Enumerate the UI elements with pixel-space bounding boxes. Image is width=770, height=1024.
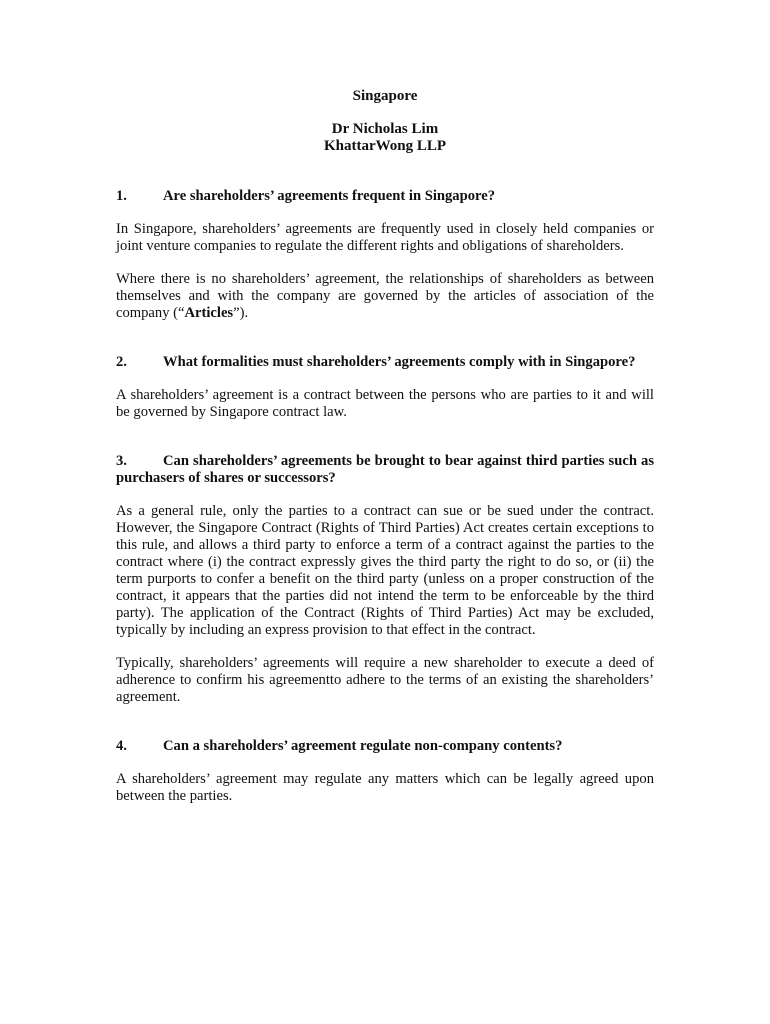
document-title: Singapore xyxy=(352,88,418,104)
section-heading-1 xyxy=(116,188,654,205)
section-heading-2 xyxy=(116,354,654,371)
section-number-1: 1. xyxy=(116,188,127,204)
document-author: Dr Nicholas Lim xyxy=(331,121,439,137)
section-spacer xyxy=(116,722,654,738)
section-1-paragraph-1: In Singapore, shareholders’ agreements are frequently used in closely held companies or joint venture companies to regulate the different rights and obligations of shareholders. xyxy=(116,221,654,254)
document-content xyxy=(116,88,654,821)
section-number-2: 2. xyxy=(116,354,127,370)
section-2-paragraph-1: A shareholders’ agreement is a contract between the persons who are parties to it and will be governed by Singapore contract law. xyxy=(116,387,654,420)
section-spacer xyxy=(116,338,654,354)
articles-defined-term: Articles xyxy=(184,305,234,321)
section-spacer xyxy=(116,437,654,453)
section-heading-4 xyxy=(116,738,654,755)
section-heading-3 xyxy=(116,453,654,487)
section-heading-text-2: What formalities must shareholders’ agreements comply with in Singapore? xyxy=(163,354,636,370)
section-heading-text-4: Can a shareholders’ agreement regulate non-company contents? xyxy=(163,738,563,754)
section-4-paragraph-1: A shareholders’ agreement may regulate any matters which can be legally agreed upon between the parties. xyxy=(116,771,654,804)
section-heading-text-1: Are shareholders’ agreements frequent in Singapore? xyxy=(163,188,495,204)
section-1-paragraph-2 xyxy=(116,271,654,322)
section-1-paragraph-2-before: Where there is no shareholders’ agreement, the relationships of shareholders as between themselves and with the company are governed by the articles of association of the company (“ xyxy=(116,271,654,321)
section-1-paragraph-2-after: ”). xyxy=(233,305,249,321)
document-firm: KhattarWong LLP xyxy=(323,138,447,154)
section-number-4: 4. xyxy=(116,738,127,754)
section-number-3: 3. xyxy=(116,453,127,469)
section-heading-text-3: Can shareholders’ agreements be brought to bear against third parties such as purchasers of shares or successors? xyxy=(116,453,654,486)
section-3-paragraph-2: Typically, shareholders’ agreements will require a new shareholder to execute a deed of adherence to confirm his agreementto adhere to the terms of an existing the shareholders’ agreement. xyxy=(116,655,654,705)
section-3-paragraph-1: As a general rule, only the parties to a contract can sue or be sued under the contract. However, the Singapore Contract (Rights of Third Parties) Act creates certain exceptions to this rule, and allows a third party to enforce a term of a contract against the parties to the contract where (i) the contract expressly gives the third party the right to do so, or (ii) the term purports to confer a benefit on the third party (unless on a proper construction of the contract, it appears that the parties did not intend the term to be enforceable by the third party). The application of the Contract (Rights of Third Parties) Act may be excluded, typically by including an express provision to that effect in the contract. xyxy=(116,503,654,638)
